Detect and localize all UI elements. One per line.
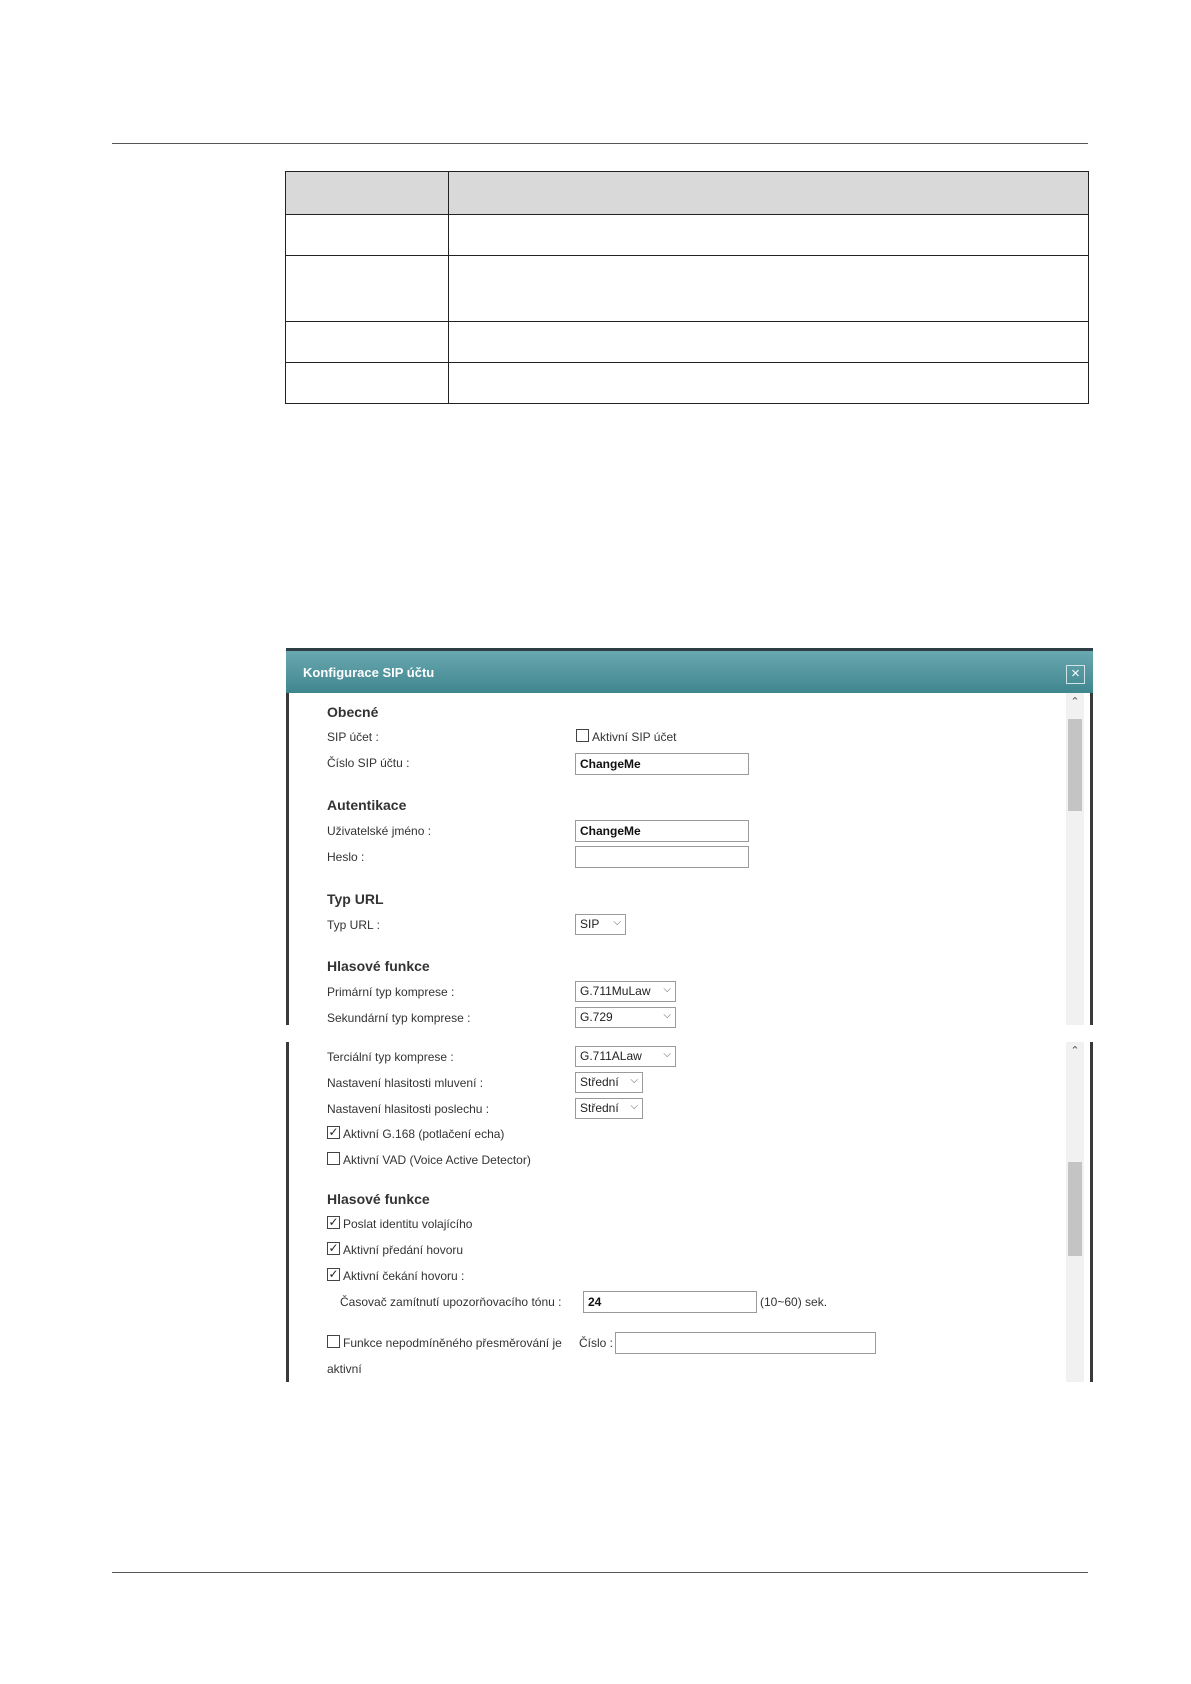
section-title-voice: Hlasové funkce [327,958,430,974]
speak-volume-label: Nastavení hlasitosti mluvení : [327,1076,484,1090]
unconditional-forward-label: Funkce nepodmíněného přesměrování je [343,1336,562,1350]
tertiary-codec-select[interactable] [575,1046,676,1067]
url-type-value: SIP [580,917,600,931]
call-waiting-checkbox[interactable]: ✓ [328,1267,339,1281]
table-cell [286,256,449,322]
active-sip-account-checkbox[interactable] [576,729,589,742]
sip-config-dialog-continued [286,1042,1093,1382]
forward-number-input[interactable] [615,1332,876,1354]
vad-label: Aktivní VAD (Voice Active Detector) [343,1153,531,1167]
listen-volume-label: Nastavení hlasitosti poslechu : [327,1102,490,1116]
chevron-down-icon: ⌵ [663,1010,671,1021]
header-rule [112,143,1088,144]
secondary-codec-label: Sekundární typ komprese : [327,1011,471,1025]
secondary-codec-select[interactable] [575,1007,676,1028]
chevron-down-icon: ⌵ [663,984,671,995]
table-row [286,215,1089,256]
tertiary-codec-value: G.711ALaw [580,1049,642,1063]
table-cell [286,322,449,363]
table-cell [286,363,449,404]
table-header-row [286,172,1089,215]
sip-number-input[interactable]: ChangeMe [575,753,749,775]
table-row [286,256,1089,322]
send-caller-id-checkbox[interactable]: ✓ [328,1215,339,1229]
close-icon: × [1071,665,1080,682]
section-title-call-features: Hlasové funkce [327,1191,430,1207]
speak-volume-value: Střední [580,1075,619,1089]
dialog-titlebar [286,648,1093,693]
listen-volume-select[interactable] [575,1098,643,1119]
username-label: Uživatelské jméno : [327,824,432,838]
url-type-label: Typ URL : [327,918,380,932]
primary-codec-select[interactable] [575,981,676,1002]
reject-timer-unit: (10~60) sek. [760,1295,828,1309]
active-sip-account-label: Aktivní SIP účet [592,730,677,744]
primary-codec-label: Primární typ komprese : [327,985,455,999]
table-row [286,322,1089,363]
listen-volume-value: Střední [580,1101,619,1115]
close-button[interactable] [1066,665,1085,684]
table-cell [449,322,1089,363]
vertical-scrollbar[interactable] [1066,693,1084,1025]
call-transfer-label: Aktivní předání hovoru [343,1243,464,1257]
table-row [286,363,1089,404]
username-input[interactable]: ChangeMe [575,820,749,842]
section-title-auth: Autentikace [327,797,407,813]
section-title-url: Typ URL [327,891,384,907]
vad-checkbox[interactable] [327,1152,340,1165]
sip-number-label: Číslo SIP účtu : [327,756,410,770]
table-cell [449,256,1089,322]
reject-timer-input[interactable]: 24 [583,1291,757,1313]
scroll-up-icon[interactable]: ⌃ [1070,1045,1080,1057]
unconditional-forward-label-cont: aktivní [327,1362,362,1376]
send-caller-id-label: Poslat identitu volajícího [343,1217,473,1231]
forward-number-label: Číslo : [579,1336,614,1350]
unconditional-forward-checkbox[interactable] [327,1335,340,1348]
footer-rule [112,1572,1088,1573]
table-cell [286,215,449,256]
g168-label: Aktivní G.168 (potlačení echa) [343,1127,505,1141]
table-cell [449,215,1089,256]
chevron-down-icon: ⌵ [613,917,621,928]
url-type-select[interactable] [575,914,626,935]
scrollbar-thumb[interactable] [1068,1162,1082,1256]
dialog-title: Konfigurace SIP účtu [303,665,435,680]
sip-config-dialog [286,648,1093,1025]
password-input[interactable] [575,846,749,868]
call-transfer-checkbox[interactable]: ✓ [328,1241,339,1255]
table-cell [449,363,1089,404]
scroll-up-icon[interactable]: ⌃ [1070,696,1080,708]
call-waiting-label: Aktivní čekání hovoru : [343,1269,465,1283]
scrollbar-thumb[interactable] [1068,719,1082,811]
table-header-cell [286,172,449,215]
password-label: Heslo : [327,850,365,864]
tertiary-codec-label: Terciální typ komprese : [327,1050,454,1064]
chevron-down-icon: ⌵ [663,1049,671,1060]
document-table [285,171,1089,404]
secondary-codec-value: G.729 [580,1010,613,1024]
sip-account-label: SIP účet : [327,730,379,744]
table-header-cell [449,172,1089,215]
chevron-down-icon: ⌵ [630,1075,638,1086]
g168-checkbox[interactable]: ✓ [328,1125,339,1139]
chevron-down-icon: ⌵ [630,1101,638,1112]
vertical-scrollbar[interactable] [1066,1042,1084,1382]
section-title-general: Obecné [327,704,379,720]
reject-timer-label: Časovač zamítnutí upozorňovacího tónu : [340,1295,562,1309]
speak-volume-select[interactable] [575,1072,643,1093]
primary-codec-value: G.711MuLaw [580,984,651,998]
